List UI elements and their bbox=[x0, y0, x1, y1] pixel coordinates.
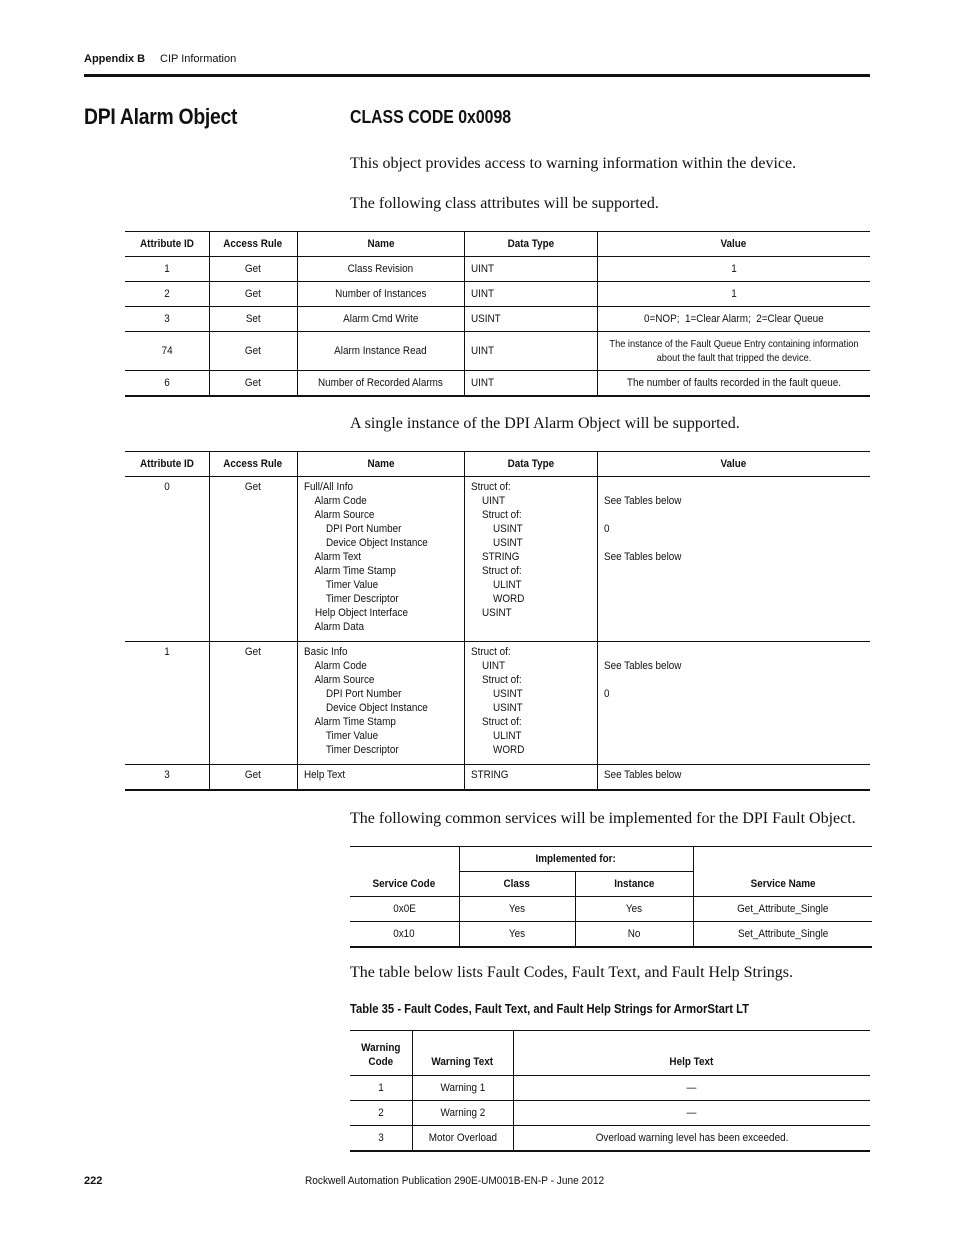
column-header: Value bbox=[597, 232, 870, 257]
table-cell: 1 bbox=[125, 642, 209, 765]
column-header: Attribute ID bbox=[125, 232, 209, 257]
table-row bbox=[350, 1076, 870, 1101]
class-code-heading: CLASS CODE 0x0098 bbox=[350, 107, 512, 127]
column-header: Attribute ID bbox=[125, 452, 209, 477]
table-cell: — bbox=[513, 1101, 870, 1126]
table-cell: Yes bbox=[575, 897, 693, 922]
table-row bbox=[350, 897, 872, 922]
column-header: Access Rule bbox=[209, 452, 297, 477]
table-cell: Help Text bbox=[297, 765, 464, 791]
page-number: 222 bbox=[84, 1175, 103, 1187]
column-header: Data Type bbox=[464, 452, 597, 477]
table-cell: 6 bbox=[125, 371, 209, 397]
table-cell: Alarm Cmd Write bbox=[297, 307, 464, 332]
column-header: Service Name bbox=[693, 847, 872, 897]
table-row bbox=[350, 922, 872, 948]
table-cell: 3 bbox=[350, 1126, 412, 1152]
table-cell: No bbox=[575, 922, 693, 948]
instance-paragraph: A single instance of the DPI Alarm Object will be supported. bbox=[350, 415, 740, 432]
column-header: Data Type bbox=[464, 232, 597, 257]
table-cell: — bbox=[513, 1076, 870, 1101]
table-cell: Warning 1 bbox=[412, 1076, 513, 1101]
table-cell: Full/All Info Alarm Code Alarm Source DPI Port Number Device Object Instance Alarm Text Alarm Time Stamp Timer Value Timer Descriptor Help Object Interface Alarm Data bbox=[297, 477, 464, 642]
table-cell: Basic Info Alarm Code Alarm Source DPI Port Number Device Object Instance Alarm Time Stamp Timer Value Timer Descriptor bbox=[297, 642, 464, 765]
table-cell: See Tables below bbox=[597, 765, 870, 791]
table-cell: Get bbox=[209, 765, 297, 791]
chapter-label: CIP Information bbox=[160, 53, 237, 65]
table-cell: 2 bbox=[350, 1101, 412, 1126]
header-rule bbox=[84, 74, 870, 77]
table-cell: Struct of: UINT Struct of: USINT USINT STRING Struct of: ULINT WORD USINT bbox=[464, 477, 597, 642]
table-row bbox=[350, 1101, 870, 1126]
column-header: Warning Text bbox=[412, 1031, 513, 1076]
section-title: DPI Alarm Object bbox=[84, 104, 238, 129]
table-cell: The instance of the Fault Queue Entry containing information about the fault that tripped the device. bbox=[597, 332, 870, 371]
column-header: Instance bbox=[575, 872, 693, 897]
table-row bbox=[125, 765, 870, 791]
column-header: Service Code bbox=[350, 847, 459, 897]
table-cell: 2 bbox=[125, 282, 209, 307]
class-attributes-table bbox=[125, 231, 870, 397]
table-cell: UINT bbox=[464, 371, 597, 397]
table-cell: UINT bbox=[464, 332, 597, 371]
column-header: Warning Code bbox=[350, 1031, 412, 1076]
class-attributes-paragraph: The following class attributes will be supported. bbox=[350, 195, 659, 212]
table-cell: Motor Overload bbox=[412, 1126, 513, 1152]
table-cell: Get bbox=[209, 642, 297, 765]
table-cell: Set_Attribute_Single bbox=[693, 922, 872, 948]
table-cell: Get_Attribute_Single bbox=[693, 897, 872, 922]
table-cell: Get bbox=[209, 332, 297, 371]
intro-paragraph: This object provides access to warning information within the device. bbox=[350, 155, 797, 172]
table-caption: Table 35 - Fault Codes, Fault Text, and Fault Help Strings for ArmorStart LT bbox=[350, 1002, 750, 1016]
table-cell: The number of faults recorded in the fault queue. bbox=[597, 371, 870, 397]
table-cell: UINT bbox=[464, 257, 597, 282]
table-row bbox=[125, 332, 870, 371]
table-cell: Get bbox=[209, 257, 297, 282]
appendix-label: Appendix B bbox=[84, 53, 146, 65]
table-row bbox=[125, 307, 870, 332]
table-cell: Yes bbox=[459, 897, 575, 922]
services-paragraph: The following common services will be implemented for the DPI Fault Object. bbox=[350, 810, 856, 827]
table-cell: Get bbox=[209, 477, 297, 642]
table-cell: Get bbox=[209, 282, 297, 307]
table-row bbox=[125, 257, 870, 282]
table-row bbox=[125, 371, 870, 397]
column-header: Name bbox=[297, 452, 464, 477]
instance-attributes-table bbox=[125, 451, 870, 791]
table-cell: Warning 2 bbox=[412, 1101, 513, 1126]
table-cell: 3 bbox=[125, 307, 209, 332]
table-row bbox=[350, 1126, 870, 1152]
table-cell: Overload warning level has been exceeded. bbox=[513, 1126, 870, 1152]
fault-codes-paragraph: The table below lists Fault Codes, Fault Text, and Fault Help Strings. bbox=[350, 964, 793, 981]
table-header-row bbox=[125, 452, 870, 477]
table-cell: USINT bbox=[464, 307, 597, 332]
table-cell: Alarm Instance Read bbox=[297, 332, 464, 371]
table-cell: Get bbox=[209, 371, 297, 397]
table-row bbox=[125, 477, 870, 642]
table-cell: Class Revision bbox=[297, 257, 464, 282]
table-cell: UINT bbox=[464, 282, 597, 307]
table-cell: 74 bbox=[125, 332, 209, 371]
table-cell: See Tables below 0 See Tables below bbox=[597, 477, 870, 642]
table-cell: 1 bbox=[597, 282, 870, 307]
group-header: Implemented for: bbox=[459, 847, 693, 872]
table-cell: Yes bbox=[459, 922, 575, 948]
column-header: Access Rule bbox=[209, 232, 297, 257]
table-cell: 1 bbox=[597, 257, 870, 282]
table-cell: Number of Instances bbox=[297, 282, 464, 307]
table-cell: 0=NOP; 1=Clear Alarm; 2=Clear Queue bbox=[597, 307, 870, 332]
running-header bbox=[84, 53, 236, 65]
table-cell: 0x0E bbox=[350, 897, 459, 922]
table-cell: Set bbox=[209, 307, 297, 332]
table-cell: 1 bbox=[125, 257, 209, 282]
table-header-row bbox=[125, 232, 870, 257]
column-header: Help Text bbox=[513, 1031, 870, 1076]
column-header: Value bbox=[597, 452, 870, 477]
table-cell: STRING bbox=[464, 765, 597, 791]
table-header-row bbox=[350, 1031, 870, 1076]
table-cell: Number of Recorded Alarms bbox=[297, 371, 464, 397]
common-services-table bbox=[350, 846, 872, 948]
column-header: Name bbox=[297, 232, 464, 257]
table-cell: 1 bbox=[350, 1076, 412, 1101]
table-cell: 0x10 bbox=[350, 922, 459, 948]
column-header: Class bbox=[459, 872, 575, 897]
table-header-row bbox=[350, 847, 872, 872]
table-cell: 0 bbox=[125, 477, 209, 642]
table-cell: 3 bbox=[125, 765, 209, 791]
table-cell: Struct of: UINT Struct of: USINT USINT Struct of: ULINT WORD bbox=[464, 642, 597, 765]
table-cell: See Tables below 0 bbox=[597, 642, 870, 765]
table-row bbox=[125, 642, 870, 765]
table-row bbox=[125, 282, 870, 307]
publication-footer: Rockwell Automation Publication 290E-UM001B-EN-P - June 2012 bbox=[305, 1175, 605, 1187]
warning-codes-table bbox=[350, 1030, 870, 1152]
